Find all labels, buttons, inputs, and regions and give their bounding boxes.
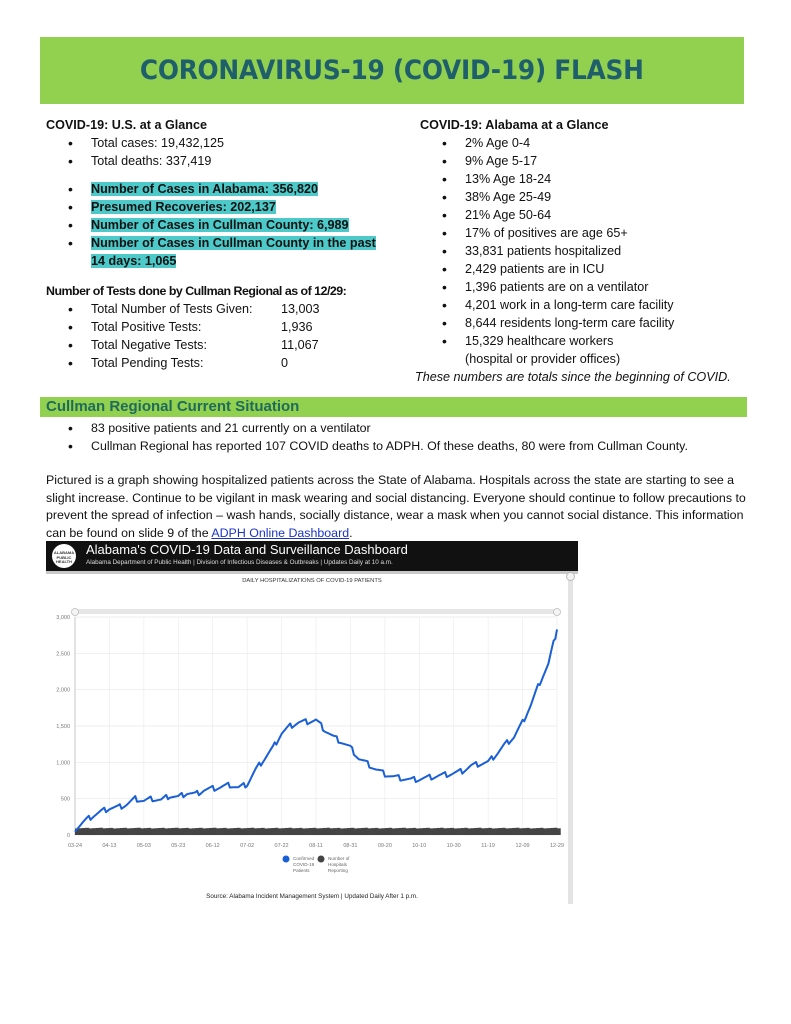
list-item: • 38% Age 25-49 (420, 188, 750, 206)
x-tick-label: 12-09 (515, 843, 530, 849)
hospitals-reporting-bar (154, 828, 158, 835)
hospitals-reporting-bar (206, 828, 210, 835)
hospitals-reporting-bar (385, 828, 389, 835)
x-tick-label: 12-29 (549, 843, 565, 849)
test-label: • Total Negative Tests: (91, 338, 207, 352)
hospitals-reporting-bar (178, 828, 182, 835)
hospitals-reporting-bar (485, 828, 489, 835)
hospitals-reporting-bar (440, 828, 444, 835)
paragraph-text: Pictured is a graph showing hospitalized patients across the State of Alabama. Hospitals across the state are starting to see a slight increase. Continue to be vigilant in mask wearing and social distancing. Everyone should continue to follow precautions to prevent the spread of infection – wash hands, socially distance, wear a mask when you cannot social distance. This information can be found on slide 9 of the (46, 473, 746, 540)
dashboard-title: Alabama's COVID-19 Data and Surveillance Dashboard (86, 542, 408, 557)
hospitals-reporting-bar (233, 828, 237, 835)
hospitals-reporting-bar (254, 828, 258, 835)
hospitals-reporting-bar (330, 828, 334, 835)
totals-note: These numbers are totals since the beginning of COVID. (415, 370, 731, 384)
hospitals-reporting-bar (292, 828, 296, 835)
hospitals-reporting-bar (192, 828, 196, 835)
hospitals-reporting-bar (447, 828, 451, 835)
hospitals-reporting-bar (134, 828, 138, 835)
situation-header-bar (40, 397, 747, 417)
y-tick-label: 500 (60, 796, 70, 803)
hospitals-reporting-bar (240, 828, 244, 835)
hospitals-reporting-bar (278, 828, 282, 835)
hospitals-reporting-bar (368, 828, 372, 835)
hospitals-reporting-bar (543, 828, 547, 835)
list-item: • 13% Age 18-24 (420, 170, 750, 188)
hospitals-reporting-bar (202, 828, 206, 835)
situation-list (46, 419, 756, 455)
hospitals-reporting-bar (361, 828, 365, 835)
test-label: • Total Number of Tests Given: (91, 302, 253, 316)
list-item-continuation: (hospital or provider offices) (465, 352, 621, 366)
hospitals-reporting-bar (316, 828, 320, 835)
hospitals-reporting-bar (123, 828, 127, 835)
description-paragraph (46, 472, 751, 542)
hospitals-reporting-bar (268, 828, 272, 835)
hospitals-reporting-bar (299, 828, 303, 835)
test-label: • Total Positive Tests: (91, 320, 202, 334)
hospitals-reporting-bar (151, 828, 155, 835)
hospitals-reporting-bar (92, 828, 96, 835)
list-item: • 83 positive patients and 21 currently on a ventilator (46, 419, 756, 437)
hospitals-reporting-bar (99, 828, 103, 835)
hospitals-reporting-bar (302, 828, 306, 835)
hospitals-reporting-bar (106, 828, 110, 835)
hospitals-reporting-bar (247, 828, 251, 835)
hospitals-reporting-bar (457, 828, 461, 835)
test-row (46, 318, 406, 336)
hospitals-reporting-bar (340, 828, 344, 835)
hospitals-reporting-bar (175, 828, 179, 835)
list-item: • 9% Age 5-17 (420, 152, 750, 170)
hospitals-reporting-bar (357, 828, 361, 835)
hospitals-reporting-bar (199, 828, 203, 835)
hospitals-reporting-bar (471, 828, 475, 835)
hospitalizations-chart (46, 541, 578, 891)
legend-label: COVID-19 (293, 862, 315, 867)
hospitals-reporting-bar (161, 828, 165, 835)
test-row (46, 354, 406, 372)
hospitals-reporting-bar (481, 828, 485, 835)
list-item: • 21% Age 50-64 (420, 206, 750, 224)
hospitals-reporting-bar (171, 828, 175, 835)
hospitals-reporting-bar (399, 828, 403, 835)
page-title: CORONAVIRUS-19 (COVID-19) FLASH (140, 55, 644, 86)
alabama-glance-column (415, 116, 750, 386)
x-tick-label: 08-31 (343, 843, 358, 849)
range-slider-track (75, 609, 557, 614)
situation-section (46, 419, 756, 455)
highlighted-stat: Number of Cases in Alabama: 356,820 (91, 182, 319, 196)
test-value: 1,936 (281, 320, 313, 334)
tests-title: Number of Tests done by Cullman Regional as of 12/29: (46, 284, 347, 298)
legend-label: Confirmed (293, 856, 315, 861)
highlighted-stat-continuation: 14 days: 1,065 (91, 254, 177, 268)
hospitals-reporting-bar (326, 828, 330, 835)
hospitals-reporting-bar (478, 828, 482, 835)
x-tick-label: 05-03 (136, 843, 151, 849)
hospitals-reporting-bar (226, 828, 230, 835)
hospitals-reporting-bar (498, 828, 502, 835)
adph-dashboard-link[interactable]: ADPH Online Dashboard (211, 525, 350, 540)
hospitals-reporting-bar (533, 828, 537, 835)
hospitals-reporting-bar (430, 828, 434, 835)
list-item: • 2% Age 0-4 (420, 134, 750, 152)
hospitals-reporting-bar (295, 828, 299, 835)
hospitals-reporting-bar (244, 828, 248, 835)
y-tick-label: 0 (66, 833, 70, 839)
hospitals-reporting-bar (323, 828, 327, 835)
hospitals-reporting-bar (288, 828, 292, 835)
hospitals-reporting-bar (402, 828, 406, 835)
hospitals-reporting-bar (344, 828, 348, 835)
alabama-glance-title: COVID-19: Alabama at a Glance (420, 118, 609, 132)
hospitals-reporting-bar (375, 828, 379, 835)
hospitals-reporting-bar (392, 828, 396, 835)
hospitals-reporting-bar (147, 828, 151, 835)
legend-marker-confirmed (283, 856, 290, 863)
hospitals-reporting-bar (127, 828, 131, 835)
hospitals-reporting-bar (347, 828, 351, 835)
highlighted-stat: Number of Cases in Cullman County in the past (91, 236, 376, 250)
dashboard-screenshot (46, 541, 578, 905)
chart-source: Source: Alabama Incident Management System | Updated Daily After 1 p.m. (206, 893, 418, 900)
hospitals-reporting-bar (437, 828, 441, 835)
paragraph-end: . (349, 525, 353, 540)
hospitals-reporting-bar (251, 828, 255, 835)
hospitals-reporting-bar (158, 828, 162, 835)
hospitals-reporting-series (75, 828, 561, 835)
hospitals-reporting-bar (223, 828, 227, 835)
highlighted-stat: Number of Cases in Cullman County: 6,989 (91, 218, 349, 232)
hospitals-reporting-bar (261, 828, 265, 835)
list-item: • 8,644 residents long-term care facility (420, 314, 750, 332)
hospitals-reporting-bar (116, 828, 120, 835)
hospitals-reporting-bar (103, 828, 107, 835)
list-item (46, 198, 406, 216)
x-tick-label: 07-02 (240, 843, 255, 849)
hospitals-reporting-bar (488, 828, 492, 835)
hospitals-reporting-bar (461, 828, 465, 835)
adph-logo: ALABAMA PUBLIC HEALTH (52, 544, 76, 568)
hospitals-reporting-bar (419, 828, 423, 835)
hospitals-reporting-bar (364, 828, 368, 835)
list-item: • 1,396 patients are on a ventilator (420, 278, 750, 296)
hospitals-reporting-bar (220, 828, 224, 835)
chart-legend (283, 856, 351, 874)
list-item: • 33,831 patients hospitalized (420, 242, 750, 260)
list-item-text: 15,329 healthcare workers (465, 334, 614, 348)
y-axis-ticks (56, 615, 70, 839)
situation-title: Cullman Regional Current Situation (46, 398, 300, 415)
hospitals-reporting-bar (309, 828, 313, 835)
x-tick-label: 04-13 (102, 843, 117, 849)
list-item: • 4,201 work in a long-term care facility (420, 296, 750, 314)
title-banner (40, 37, 744, 104)
hospitals-reporting-bar (536, 828, 540, 835)
hospitals-reporting-bar (454, 828, 458, 835)
legend-label: Hospitals (328, 862, 347, 867)
hospitals-reporting-bar (264, 828, 268, 835)
x-tick-label: 10-10 (412, 843, 427, 849)
x-tick-label: 10-30 (446, 843, 461, 849)
hospitals-reporting-bar (443, 828, 447, 835)
hospitals-reporting-bar (554, 828, 558, 835)
hospitals-reporting-bar (467, 828, 471, 835)
hospitals-reporting-bar (213, 828, 217, 835)
list-item (46, 234, 406, 270)
tests-list (46, 300, 406, 372)
x-tick-label: 03-24 (67, 843, 83, 849)
list-item: • Total cases: 19,432,125 (46, 134, 406, 152)
legend-marker-hospitals (318, 856, 325, 863)
us-glance-column (46, 116, 406, 372)
test-row (46, 336, 406, 354)
hospitals-reporting-bar (189, 828, 193, 835)
hospitals-reporting-bar (505, 828, 509, 835)
highlighted-stats-list (46, 180, 406, 270)
hospitals-reporting-bar (371, 828, 375, 835)
list-item: • 17% of positives are age 65+ (420, 224, 750, 242)
hospitals-reporting-bar (519, 828, 523, 835)
hospitals-reporting-bar (450, 828, 454, 835)
us-glance-title: COVID-19: U.S. at a Glance (46, 118, 207, 132)
list-item (46, 180, 406, 198)
hospitals-reporting-bar (271, 828, 275, 835)
hospitals-reporting-bar (216, 828, 220, 835)
hospitals-reporting-bar (540, 828, 544, 835)
legend-label: Reporting (328, 868, 348, 873)
list-item: • Total deaths: 337,419 (46, 152, 406, 170)
hospitals-reporting-bar (82, 828, 86, 835)
hospitals-reporting-bar (495, 828, 499, 835)
hospitals-reporting-bar (509, 828, 513, 835)
hospitals-reporting-bar (96, 828, 100, 835)
legend-label: Number of (328, 856, 350, 861)
hospitals-reporting-bar (557, 828, 561, 835)
x-tick-label: 08-11 (309, 843, 323, 849)
hospitals-reporting-bar (523, 828, 527, 835)
hospitals-reporting-bar (406, 828, 410, 835)
hospitals-reporting-bar (230, 828, 234, 835)
hospitals-reporting-bar (313, 828, 317, 835)
list-item: • 2,429 patients are in ICU (420, 260, 750, 278)
x-axis-ticks (68, 843, 564, 849)
hospitals-reporting-bar (395, 828, 399, 835)
hospitals-reporting-bar (409, 828, 413, 835)
test-value: 11,067 (281, 338, 319, 352)
hospitals-reporting-bar (378, 828, 382, 835)
hospitals-reporting-bar (282, 828, 286, 835)
hospitals-reporting-bar (140, 828, 144, 835)
hospitals-reporting-bar (89, 828, 93, 835)
hospitals-reporting-bar (354, 828, 358, 835)
hospitals-reporting-bar (512, 828, 516, 835)
hospitals-reporting-bar (182, 828, 186, 835)
alabama-glance-list (420, 134, 750, 368)
hospitals-reporting-bar (412, 828, 416, 835)
hospitals-reporting-bar (196, 828, 200, 835)
hospitals-reporting-bar (78, 828, 82, 835)
x-tick-label: 09-20 (377, 843, 392, 849)
legend-label: Patients (293, 868, 310, 873)
hospitals-reporting-bar (416, 828, 420, 835)
hospitals-reporting-bar (492, 828, 496, 835)
hospitals-reporting-bar (85, 828, 89, 835)
hospitals-reporting-bar (319, 828, 323, 835)
hospitals-reporting-bar (185, 828, 189, 835)
hospitals-reporting-bar (333, 828, 337, 835)
test-value: 13,003 (281, 302, 320, 316)
hospitals-reporting-bar (423, 828, 427, 835)
hospitals-reporting-bar (168, 828, 172, 835)
y-tick-label: 3,000 (56, 615, 70, 621)
hospitals-reporting-bar (120, 828, 124, 835)
list-item (420, 332, 750, 368)
hospitals-reporting-bar (337, 828, 341, 835)
hospitals-reporting-bar (165, 828, 169, 835)
hospitals-reporting-bar (550, 828, 554, 835)
hospitals-reporting-bar (529, 828, 533, 835)
hospitals-reporting-bar (257, 828, 261, 835)
x-tick-label: 05-23 (171, 843, 186, 849)
hospitals-reporting-bar (113, 828, 117, 835)
us-glance-list (46, 134, 406, 170)
x-tick-label: 06-12 (205, 843, 220, 849)
range-slider-handle (554, 609, 561, 616)
hospitals-reporting-bar (388, 828, 392, 835)
dashboard-subtitle: Alabama Department of Public Health | Division of Infectious Diseases & Outbreaks | Updates Daily at 10 a.m. (86, 559, 393, 566)
chart-title: DAILY HOSPITALIZATIONS OF COVID-19 PATIENTS (242, 578, 382, 584)
y-tick-label: 2,500 (56, 651, 70, 658)
hospitals-reporting-bar (381, 828, 385, 835)
test-value: 0 (281, 356, 289, 370)
y-tick-label: 1,000 (56, 760, 70, 767)
hospitals-reporting-bar (130, 828, 134, 835)
hospitals-reporting-bar (433, 828, 437, 835)
hospitals-reporting-bar (209, 828, 213, 835)
hospitals-reporting-bar (547, 828, 551, 835)
hospitals-reporting-bar (144, 828, 148, 835)
list-item: • Cullman Regional has reported 107 COVID deaths to ADPH. Of these deaths, 80 were from Cullman County. (46, 437, 756, 455)
hospitals-reporting-bar (306, 828, 310, 835)
hospitals-reporting-bar (137, 828, 141, 835)
y-tick-label: 1,500 (56, 724, 70, 730)
hospitals-reporting-bar (526, 828, 530, 835)
test-label: • Total Pending Tests: (91, 356, 204, 370)
list-item (46, 216, 406, 234)
y-tick-label: 2,000 (56, 687, 70, 694)
hospitals-reporting-bar (275, 828, 279, 835)
highlighted-stat: Presumed Recoveries: 202,137 (91, 200, 276, 214)
hospitals-reporting-bar (109, 828, 113, 835)
range-slider-handle (72, 609, 79, 616)
hospitals-reporting-bar (474, 828, 478, 835)
hospitals-reporting-bar (464, 828, 468, 835)
hospitals-reporting-bar (237, 828, 241, 835)
hospitals-reporting-bar (516, 828, 520, 835)
hospitals-reporting-bar (350, 828, 354, 835)
hospitals-reporting-bar (285, 828, 289, 835)
test-row (46, 300, 406, 318)
x-tick-label: 11-19 (481, 843, 495, 849)
hospitals-reporting-bar (426, 828, 430, 835)
x-tick-label: 07-22 (274, 843, 289, 849)
hospitals-reporting-bar (502, 828, 506, 835)
